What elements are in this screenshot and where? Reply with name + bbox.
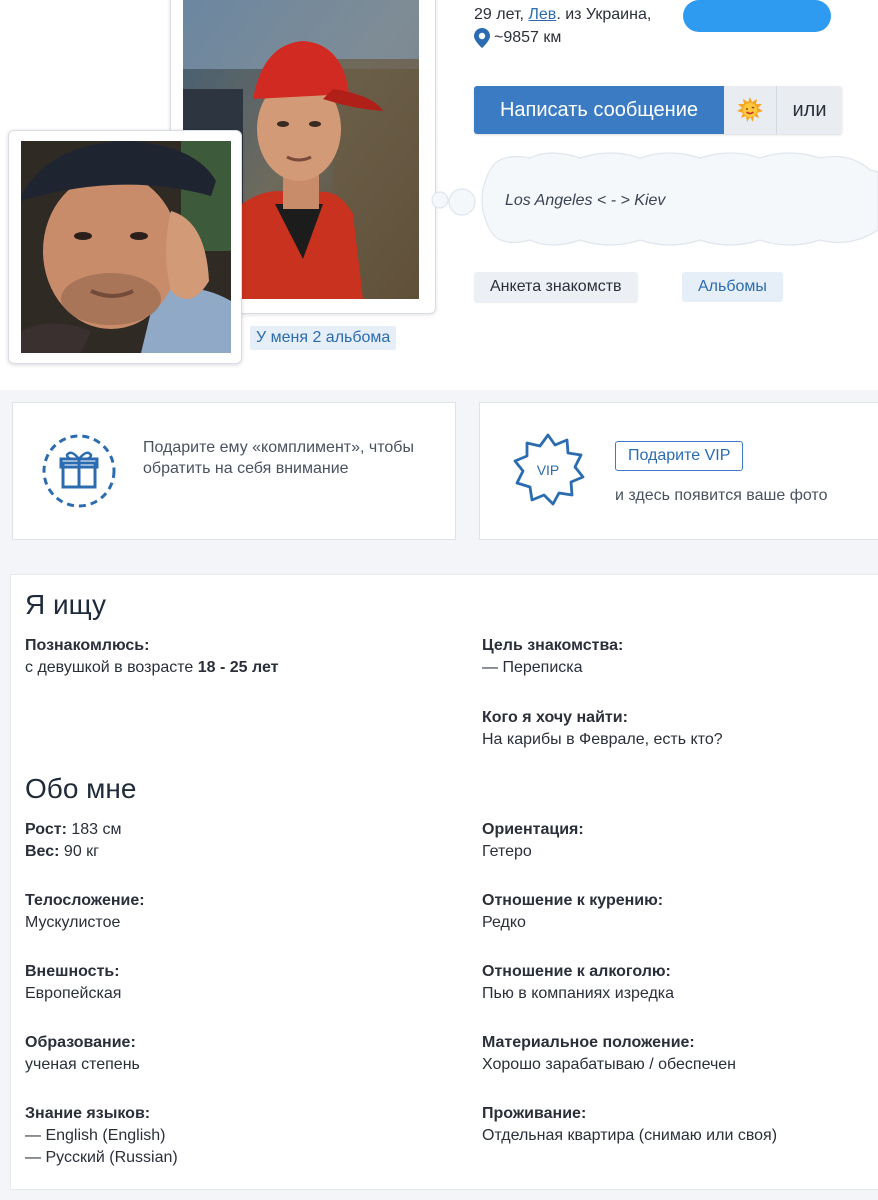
meet-label: Познакомлюсь: — [25, 637, 150, 654]
smoking-field — [482, 890, 663, 934]
meet-field — [25, 635, 278, 679]
about-heading: Обо мне — [25, 773, 137, 804]
or-button[interactable]: или — [776, 86, 842, 134]
living-value: Отдельная квартира (снимаю или своя) — [482, 1127, 778, 1144]
seeking-heading: Я ищу — [25, 589, 106, 620]
height-label: Рост: — [25, 821, 67, 838]
tab-dating-profile[interactable]: Анкета знакомств — [474, 272, 638, 302]
education-field — [25, 1032, 140, 1076]
location-pin-icon — [474, 28, 490, 48]
want-label: Кого я хочу найти: — [482, 709, 628, 726]
language-item: — Русский (Russian) — [25, 1147, 178, 1169]
gift-icon — [41, 433, 117, 509]
height-value: 183 см — [71, 821, 122, 838]
wink-emoji-icon — [736, 96, 764, 124]
profile-header — [0, 0, 878, 390]
looks-field — [25, 961, 121, 1005]
finance-field — [482, 1032, 736, 1076]
vip-card — [479, 402, 878, 540]
build-field — [25, 890, 145, 934]
gift-vip-button[interactable]: Подарите VIP — [615, 441, 743, 471]
profile-details — [10, 574, 878, 1190]
message-actions — [474, 86, 842, 134]
language-item: — English (English) — [25, 1125, 178, 1147]
goal-label: Цель знакомства: — [482, 637, 624, 654]
looks-value: Европейская — [25, 985, 122, 1002]
vip-caption: и здесь появится ваше фото — [615, 487, 828, 504]
wink-button[interactable] — [724, 86, 776, 134]
secondary-profile-photo[interactable] — [21, 141, 231, 353]
age-text: 29 лет, — [474, 6, 524, 23]
orientation-value: Гетеро — [482, 843, 532, 860]
status-text: Los Angeles < - > Kiev — [505, 192, 666, 209]
want-field — [482, 707, 723, 751]
orientation-field — [482, 819, 584, 863]
tab-albums[interactable]: Альбомы — [682, 272, 783, 302]
weight-value: 90 кг — [63, 843, 99, 860]
distance-text: ~9857 км — [494, 29, 562, 46]
goal-value: — Переписка — [482, 657, 623, 679]
education-value: ученая степень — [25, 1056, 140, 1073]
build-value: Мускулистое — [25, 914, 121, 931]
smoking-label: Отношение к курению: — [482, 892, 664, 909]
looks-label: Внешность: — [25, 963, 120, 980]
finance-label: Материальное положение: — [482, 1034, 695, 1051]
alcohol-field — [482, 961, 674, 1005]
living-field — [482, 1103, 777, 1147]
write-message-button[interactable]: Написать сообщение — [474, 86, 724, 134]
build-label: Телосложение: — [25, 892, 145, 909]
redacted-area — [683, 0, 831, 32]
smoking-value: Редко — [482, 914, 526, 931]
education-label: Образование: — [25, 1034, 136, 1051]
country-text: из Украина, — [565, 6, 652, 23]
vip-badge-icon — [510, 431, 586, 507]
meet-age: 18 - 25 лет — [197, 659, 279, 676]
profile-meta: 29 лет, Лев. из Украина, — [474, 6, 803, 24]
alcohol-label: Отношение к алкоголю: — [482, 963, 671, 980]
weight-label: Вес: — [25, 843, 60, 860]
languages-field — [25, 1103, 178, 1169]
living-label: Проживание: — [482, 1105, 587, 1122]
want-value: На карибы в Феврале, есть кто? — [482, 731, 723, 748]
height-weight-field — [25, 819, 122, 863]
finance-value: Хорошо зарабатываю / обеспечен — [482, 1056, 737, 1073]
compliment-card[interactable] — [12, 402, 456, 540]
zodiac-link[interactable]: Лев — [528, 6, 557, 23]
goal-field — [482, 635, 623, 679]
secondary-photo-frame[interactable] — [8, 130, 242, 364]
orientation-label: Ориентация: — [482, 821, 584, 838]
distance-row — [474, 28, 561, 48]
albums-count-link[interactable]: У меня 2 альбома — [250, 326, 396, 350]
svg-text:VIP: VIP — [536, 462, 560, 478]
meet-prefix: с девушкой в возрасте — [25, 659, 194, 676]
alcohol-value: Пью в компаниях изредка — [482, 985, 675, 1002]
languages-label: Знание языков: — [25, 1105, 151, 1122]
compliment-text: Подарите ему «комплимент», чтобы обратить на себя внимание — [143, 439, 414, 477]
